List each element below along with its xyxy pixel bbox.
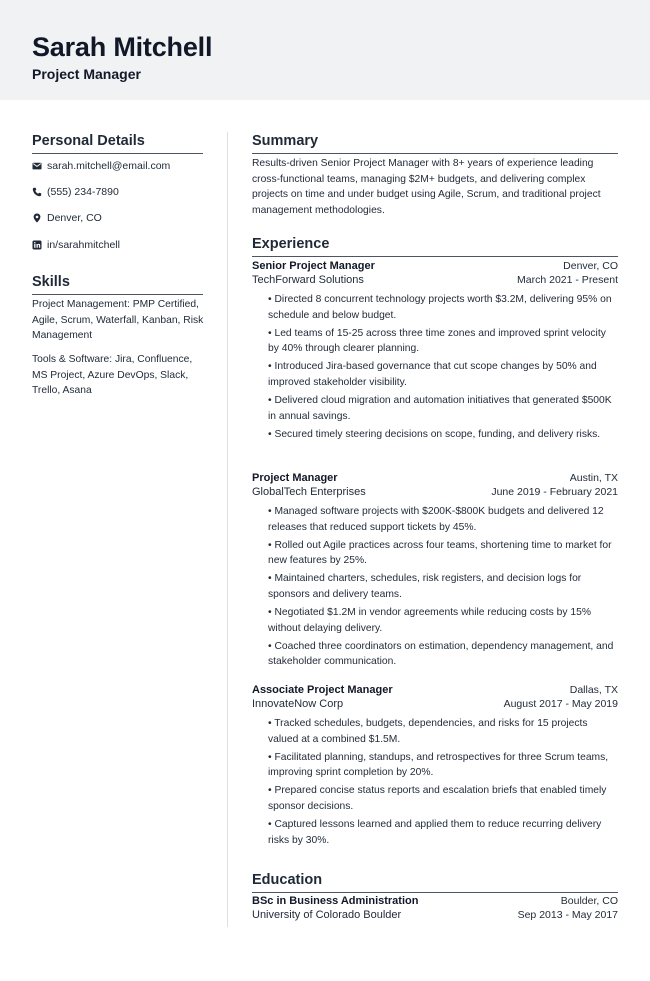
job-dates: June 2019 - February 2021 xyxy=(491,486,618,498)
job-bullets xyxy=(252,716,618,848)
summary-text: Results-driven Senior Project Manager with 8+ years of experience leading cross-functional teams, managing $2M+ budgets, and delivering complex projects on time and under budget using Agile, Scrum, and traditional project management methodologies. xyxy=(252,158,601,216)
experience-heading: Experience xyxy=(252,235,618,257)
envelope-icon xyxy=(32,161,42,171)
contact-phone-text: (555) 234-7890 xyxy=(47,186,119,198)
candidate-title: Project Manager xyxy=(32,66,141,82)
contact-linkedin[interactable] xyxy=(32,237,120,253)
job-location: Denver, CO xyxy=(563,260,618,272)
contact-location-text: Denver, CO xyxy=(47,212,102,224)
job-title: Associate Project Manager xyxy=(252,684,393,696)
skills-heading: Skills xyxy=(32,273,203,295)
job-bullet: • Maintained charters, schedules, risk registers, and decision logs for sponsors and delivery teams. xyxy=(268,573,582,600)
personal-details-heading: Personal Details xyxy=(32,132,203,154)
job-subheader-row xyxy=(252,697,618,711)
column-divider xyxy=(227,132,228,927)
job-bullet: • Negotiated $1.2M in vendor agreements while reducing costs by 15% without delaying delivery. xyxy=(268,607,591,634)
education-school: University of Colorado Boulder xyxy=(252,909,402,921)
education-location: Boulder, CO xyxy=(560,895,618,907)
education-header-row xyxy=(252,894,618,908)
job-bullet: • Prepared concise status reports and escalation briefs that enabled timely sponsor decisions. xyxy=(268,785,607,812)
job-bullet: • Tracked schedules, budgets, dependencies, and risks for 15 projects valued at a combined $1.5M. xyxy=(268,718,588,745)
job-bullet: • Coached three coordinators on estimation, dependency management, and stakeholder communication. xyxy=(268,640,614,668)
job-company: GlobalTech Enterprises xyxy=(252,486,366,498)
candidate-name: Sarah Mitchell xyxy=(32,32,213,62)
header-band xyxy=(0,0,650,100)
job-subheader-row xyxy=(252,273,618,287)
education-dates: Sep 2013 - May 2017 xyxy=(517,909,618,921)
contact-phone[interactable] xyxy=(32,184,119,200)
job-title: Project Manager xyxy=(252,472,338,484)
job-location: Austin, TX xyxy=(569,472,618,484)
job-company: TechForward Solutions xyxy=(252,274,364,286)
education-subheader-row xyxy=(252,908,618,922)
job-bullet: • Delivered cloud migration and automation initiatives that generated $500K in annual savings. xyxy=(268,395,612,422)
skill-item: Tools & Software: Jira, Confluence, MS Project, Azure DevOps, Slack, Trello, Asana xyxy=(32,354,193,396)
job-entry xyxy=(252,259,618,445)
location-pin-icon xyxy=(32,213,42,223)
job-title: Senior Project Manager xyxy=(252,260,375,272)
linkedin-icon xyxy=(32,240,42,250)
phone-icon xyxy=(32,187,42,197)
job-bullet: • Directed 8 concurrent technology projects worth $3.2M, delivering 95% on schedule and below budget. xyxy=(268,294,612,321)
job-dates: March 2021 - Present xyxy=(517,274,618,286)
job-company: InnovateNow Corp xyxy=(252,698,344,710)
job-header-row xyxy=(252,683,618,697)
summary-heading: Summary xyxy=(252,132,618,154)
contact-email-text: sarah.mitchell@email.com xyxy=(47,160,171,172)
job-bullet: • Facilitated planning, standups, and retrospectives for three Scrum teams, improving sprint completion by 20%. xyxy=(268,751,609,779)
education-degree: BSc in Business Administration xyxy=(252,895,419,907)
education-entry xyxy=(252,894,618,922)
job-bullets xyxy=(252,504,618,670)
skill-item: Project Management: PMP Certified, Agile, Scrum, Waterfall, Kanban, Risk Management xyxy=(32,299,204,341)
job-header-row xyxy=(252,471,618,485)
contact-location xyxy=(32,210,102,226)
job-bullets xyxy=(252,292,618,442)
job-header-row xyxy=(252,259,618,273)
job-location: Dallas, TX xyxy=(569,684,618,696)
job-entry xyxy=(252,683,618,851)
contact-linkedin-text: in/sarahmitchell xyxy=(47,239,120,251)
job-bullet: • Led teams of 15-25 across three time zones and improved sprint velocity by 40% through clearer planning. xyxy=(268,327,606,355)
job-bullet: • Secured timely steering decisions on scope, funding, and delivery risks. xyxy=(268,428,601,440)
job-entry xyxy=(252,471,618,672)
education-heading: Education xyxy=(252,871,618,893)
job-bullet: • Captured lessons learned and applied them to reduce recurring delivery risks by 30%. xyxy=(268,819,602,846)
job-dates: August 2017 - May 2019 xyxy=(503,698,618,710)
job-subheader-row xyxy=(252,485,618,499)
job-bullet: • Introduced Jira-based governance that cut scope changes by 50% and improved stakeholder visibility. xyxy=(268,361,597,388)
job-bullet: • Managed software projects with $200K-$800K budgets and delivered 12 releases that reduced support tickets by 45%. xyxy=(268,506,604,533)
job-bullet: • Rolled out Agile practices across four teams, shortening time to market for new features by 25%. xyxy=(268,539,612,567)
contact-email[interactable] xyxy=(32,158,170,174)
